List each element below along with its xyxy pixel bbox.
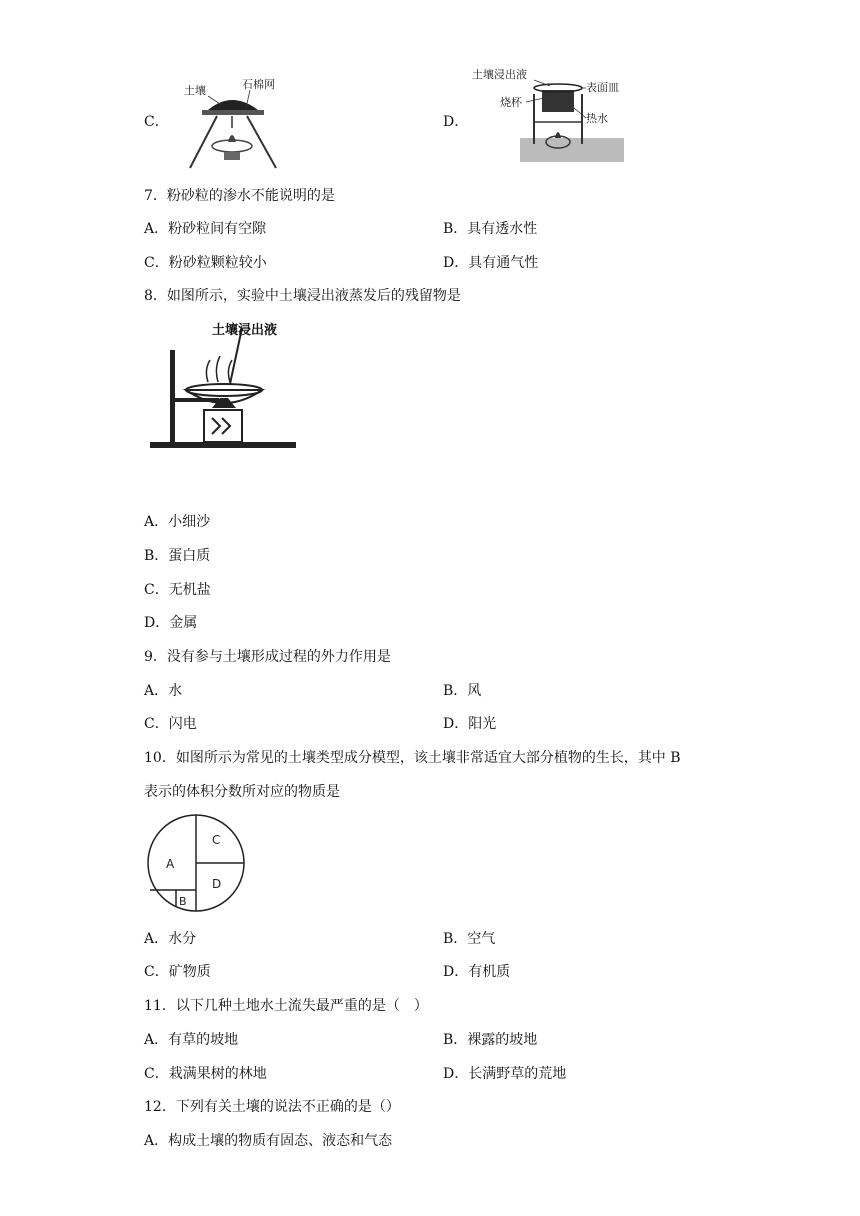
q11-option-b: B．裸露的坡地	[443, 1032, 538, 1048]
q7-option-a: A．粉砂粒间有空隙	[144, 221, 267, 237]
q7-stem: 7．粉砂粒的渗水不能说明的是	[144, 188, 335, 204]
q6d-beaker-label: 烧杯	[500, 96, 522, 109]
q6c-soil-label: 土壤	[184, 84, 206, 97]
q6-option-c-label: C．	[144, 114, 169, 130]
q9-option-b: B．风	[443, 683, 482, 699]
q7-option-d: D．具有通气性	[443, 255, 539, 271]
q10-option-d: D．有机质	[443, 964, 511, 980]
q11-option-a: A．有草的坡地	[144, 1032, 239, 1048]
pie-label-b: B	[179, 895, 187, 908]
pie-label-d: D	[212, 877, 222, 891]
q10-option-a: A．水分	[144, 931, 197, 947]
q9-stem: 9．没有参与土壤形成过程的外力作用是	[144, 649, 391, 665]
q8-option-c: C．无机盐	[144, 582, 211, 598]
q6d-dish-label: 表面皿	[586, 81, 619, 94]
q8-stem: 8．如图所示，实验中土壤浸出液蒸发后的残留物是	[144, 288, 461, 304]
q7-option-c: C．粉砂粒颗粒较小	[144, 255, 267, 271]
pie-label-a: A	[166, 857, 175, 871]
q11-option-d: D．长满野草的荒地	[443, 1066, 567, 1082]
q8-figure-label: 土壤浸出液	[212, 323, 278, 338]
q10-stem-line2: 表示的体积分数所对应的物质是	[144, 784, 340, 800]
q10-option-c: C．矿物质	[144, 964, 211, 980]
pie-label-c: C	[212, 833, 221, 847]
q10-stem-line1: 10．如图所示为常见的土壤类型成分模型，该土壤非常适宜大部分植物的生长，其中 B	[144, 750, 681, 766]
q8-option-d: D．金属	[144, 615, 198, 631]
q9-option-a: A．水	[144, 683, 183, 699]
q6-figure-c	[172, 72, 292, 172]
q9-option-c: C．闪电	[144, 716, 197, 732]
q10-option-b: B．空气	[443, 931, 496, 947]
q6c-mesh-label: 石棉网	[242, 78, 275, 91]
q6-option-d-label: D．	[443, 114, 469, 130]
q6-figure-d	[470, 64, 630, 166]
q12-option-a: A．构成土壤的物质有固态、液态和气态	[144, 1133, 393, 1149]
q11-option-c: C．栽满果树的林地	[144, 1066, 267, 1082]
q6d-extract-label: 土壤浸出液	[472, 68, 527, 81]
q6d-hotwater-label: 热水	[586, 112, 608, 125]
q9-option-d: D．阳光	[443, 716, 497, 732]
q8-option-a: A．小细沙	[144, 514, 211, 530]
q12-stem: 12．下列有关土壤的说法不正确的是（）	[144, 1099, 400, 1115]
q8-option-b: B．蛋白质	[144, 548, 211, 564]
q8-figure-evaporation	[146, 318, 306, 454]
q10-soil-composition-diagram	[144, 812, 248, 914]
q11-stem: 11．以下几种土地水土流失最严重的是（ ）	[144, 998, 428, 1014]
q7-option-b: B．具有透水性	[443, 221, 538, 237]
